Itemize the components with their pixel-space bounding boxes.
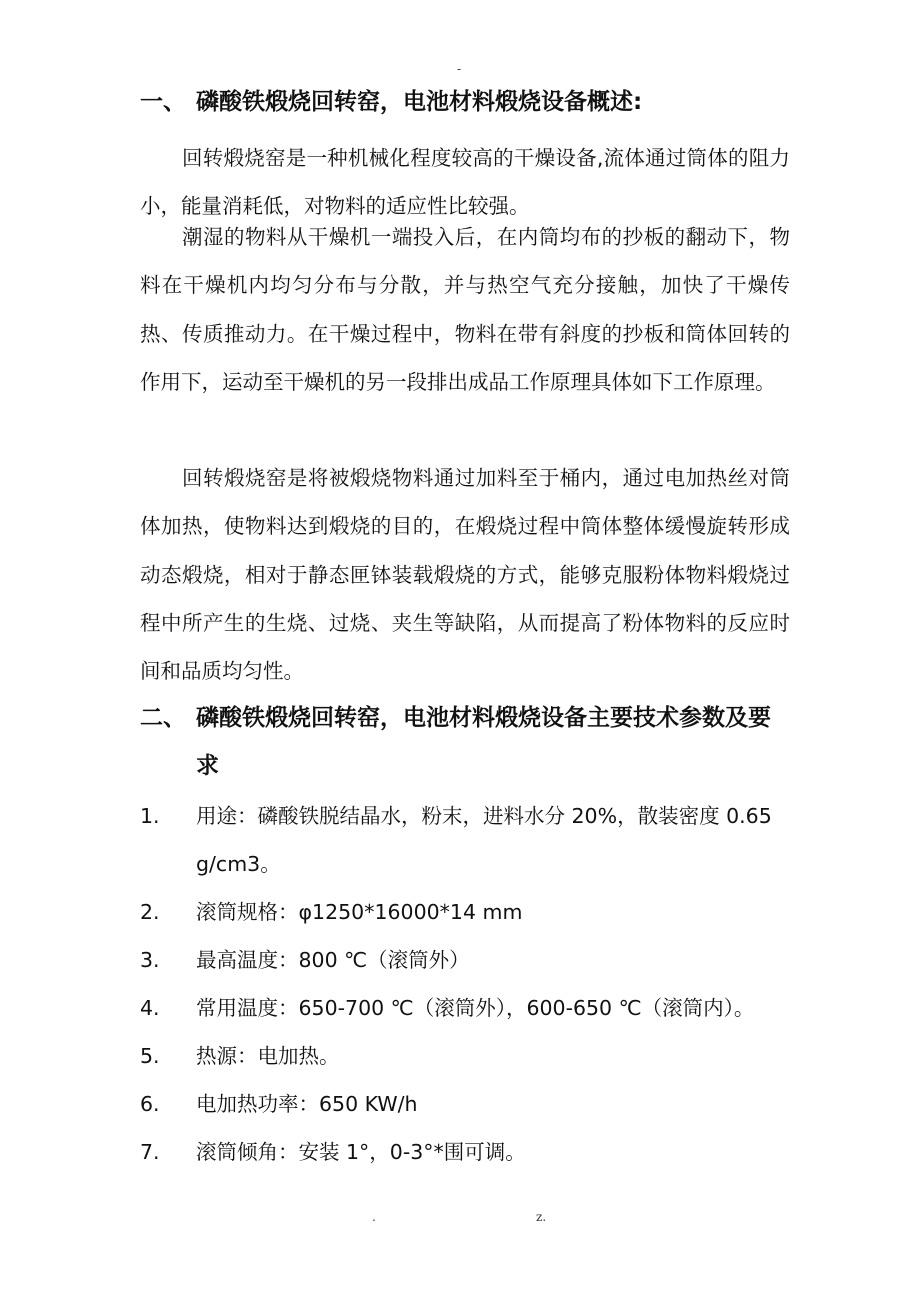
list-item-number: 3.	[140, 948, 160, 972]
footer-mark-left: .	[372, 1210, 376, 1224]
list-item-text: 滚筒规格：φ1250*16000*14 mm	[196, 900, 523, 924]
section-2-heading	[140, 694, 790, 790]
list-item-text: 电加热功率：650 KW/h	[196, 1092, 418, 1116]
list-item-text: 最高温度：800 ℃（滚筒外）	[196, 948, 470, 972]
section-1-title: 磷酸铁煅烧回转窑，电池材料煅烧设备概述:	[196, 89, 643, 115]
footer-mark-right: z.	[536, 1210, 547, 1224]
list-item	[140, 888, 790, 936]
list-item-number: 7.	[140, 1140, 160, 1164]
list-item-number: 4.	[140, 996, 160, 1020]
paragraph-1: 回转煅烧窑是一种机械化程度较高的干燥设备,流体通过筒体的阻力小，能量消耗低，对物料的适应性比较强。	[140, 146, 790, 219]
list-item	[140, 936, 790, 984]
list-item	[140, 984, 790, 1032]
section-2-title: 磷酸铁煅烧回转窑，电池材料煅烧设备主要技术参数及要求	[196, 705, 771, 779]
paragraph-3: 回转煅烧窑是将被煅烧物料通过加料至于桶内，通过电加热丝对筒体加热，使物料达到煅烧的目的，在煅烧过程中筒体整体缓慢旋转形成动态煅烧，相对于静态匣钵装载煅烧的方式，能够克服粉体物料煅烧过程中所产生的生烧、过烧、夹生等缺陷，从而提高了粉体物料的反应时间和品质均匀性。	[140, 466, 790, 684]
list-item-number: 5.	[140, 1044, 160, 1068]
section-2-number: 二、	[140, 705, 186, 731]
list-item	[140, 1080, 790, 1128]
paragraph-2: 潮湿的物料从干燥机一端投入后，在内筒均布的抄板的翻动下，物料在干燥机内均匀分布与分散，并与热空气充分接触，加快了干燥传热、传质推动力。在干燥过程中，物料在带有斜度的抄板和筒体回转的作用下，运动至干燥机的另一段排出成品工作原理具体如下工作原理。	[140, 225, 790, 394]
list-item-text: 热源：电加热。	[196, 1044, 340, 1068]
header-mark: -	[457, 62, 462, 76]
list-item-number: 1.	[140, 804, 160, 828]
list-item-text: 滚筒倾角：安装 1°，0-3°*围可调。	[196, 1140, 526, 1164]
list-item	[140, 1128, 790, 1176]
list-item-text: 常用温度：650-700 ℃（滚筒外），600-650 ℃（滚筒内）。	[196, 996, 755, 1020]
list-item-text: 用途：磷酸铁脱结晶水，粉末，进料水分 20%，散装密度 0.65 g/cm3。	[196, 804, 772, 877]
list-item-number: 2.	[140, 900, 160, 924]
list-item	[140, 1032, 790, 1080]
list-item	[140, 792, 790, 889]
list-item-number: 6.	[140, 1092, 160, 1116]
section-1-number: 一、	[140, 89, 186, 115]
section-1-heading	[140, 78, 790, 126]
